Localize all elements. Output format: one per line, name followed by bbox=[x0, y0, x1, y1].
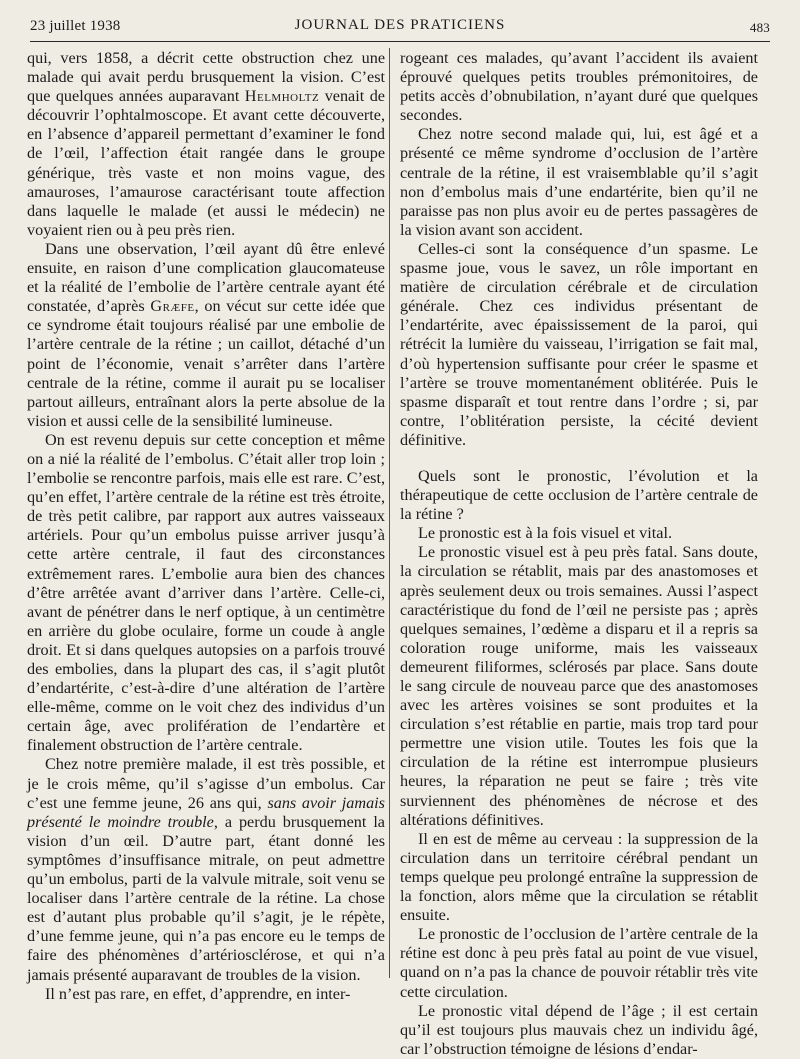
paragraph: Celles-ci sont la conséquence d’un spasme. Le spasme joue, vous le savez, un rôle important en matière de circulation cérébrale et de circulation générale. Chez ces individus présentant de l’endartérite, avec épaississement de la paroi, qui rétrécit la lumière du vaisseau, l’irrigation se fait mal, d’où hypertension suffisante pour créer le spasme et l’artère se trouve momentanément oblitérée. Puis le spasme disparaît et tout rentre dans l’ordre ; si, par contre, l’oblitération persiste, la cécité devient définitive. bbox=[400, 239, 758, 449]
text-run: qui, vers 1858, a décrit cette obstruction chez une malade qui avait perdu brusquement la vision. C’est que quelques années auparavant bbox=[27, 49, 385, 106]
paragraph bbox=[27, 240, 385, 431]
text-run: , a perdu brusquement la vision d’un œil. D’autre part, étant donné les symptômes d’insuffisance mitrale, on peut admettre qu’un embolus, parti de la valvule mitrale, soit venu se localiser dans l’artère centrale de la rétine. La chose est d’autant plus probable qu’il s’agit, je le répète, d’une femme jeune, qui n’a pas encore eu le temps de faire des phénomènes d’artériosclérose, et qui n’a jamais présenté auparavant de troubles de la vision. bbox=[27, 812, 385, 984]
paragraph: On est revenu depuis sur cette conception et même on a nié la réalité de l’embolus. C’était aller trop loin ; l’embolie se rencontre parfois, mais elle est rare. C’est, qu’en effet, l’artère centrale de la rétine est très étroite, de très petit calibre, par rapport aux autres vaisseaux artériels. Pour qu’un embolus puisse arriver jusqu’à cette artère centrale, il faut des circonstances extrêmement rares. L’embolie aura bien des chances d’être arrêtée avant d’arriver dans l’artère. Celle-ci, avant de pénétrer dans le nerf optique, à un centimètre en arrière du globe oculaire, forme un coude à angle droit. Et si dans quelques autopsies on a parfois trouvé des embolies, dans la plupart des cas, il s’agit plutôt d’endartérite, c’est-à-dire d’une altération de l’artère elle-même, comme on le voit chez des individus d’un certain âge, avec prolifération de l’endartère et finalement obstruction de l’artère centrale. bbox=[27, 430, 385, 755]
text-run: , on vécut sur cette idée que ce syndrome était toujours réalisé par une embolie de l’artère centrale de la rétine ; un caillot, détaché d’un point de l’économie, venait s’arrêter dans l’artère centrale de la rétine, comme il aurait pu se localiser partout ailleurs, entraînant alors la perte absolue de la vision et aussi celle de la sensibilité lumineuse. bbox=[27, 297, 385, 430]
right-column bbox=[400, 49, 758, 1059]
running-header bbox=[30, 14, 770, 38]
text-run: Dans une observation, l’œil ayant dû être enlevé ensuite, en raison d’une complication glaucomateuse et la réalité de l’embolie de l’artère centrale ayant été constatée, d’après bbox=[27, 239, 385, 316]
paragraph bbox=[27, 49, 385, 240]
paragraph: Chez notre second malade qui, lui, est âgé et a présenté ce même syndrome d’occlusion de l’artère centrale de la rétine, il est vraisemblable qu’il s’agit non d’embolus mais d’une endartérite, bien qu’il ne paraisse pas non plus avoir eu de pertes passagères de la vision avant son accident. bbox=[400, 125, 758, 239]
author-name: Helmholtz bbox=[244, 87, 320, 106]
journal-title: JOURNAL DES PRATICIENS bbox=[294, 17, 506, 33]
paragraph: Le pronostic visuel est à peu près fatal. Sans doute, la circulation se rétablit, mais par des anastomoses et après seulement deux ou trois semaines. Aussi l’aspect caractéristique du fond de l’œil ne persiste pas ; après quelques semaines, l’œdème a disparu et il a repris sa coloration rouge uniforme, mais les vaisseaux demeurent filiformes, sclérosés par place. Sans doute le sang circule de nouveau parce que des anastomoses avec les artères voisines se sont produites et la circulation s’est rétablie en partie, mais trop tard pour permettre une vision utile. Toutes les fois que la circulation de la rétine est interrompue plusieurs heures, la réparation ne peut se faire ; très vite surviennent des phénomènes de nécrose et des altérations définitives. bbox=[400, 543, 758, 829]
paragraph: Quels sont le pronostic, l’évolution et la thérapeutique de cette occlusion de l’artère centrale de la rétine ? bbox=[400, 466, 758, 524]
paragraph: Il n’est pas rare, en effet, d’apprendre, en inter- bbox=[45, 984, 351, 1003]
page-number: 483 bbox=[749, 20, 770, 35]
header-rule bbox=[30, 41, 770, 42]
emphasis: sans avoir jamais présenté le moindre trouble bbox=[27, 793, 385, 831]
paragraph: Il en est de même au cerveau : la suppression de la circulation dans un territoire cérébral pendant un temps quelque peu prolongé entraîne la suppression de la fonction, alors même que la circulation se rétablit ensuite. bbox=[400, 829, 758, 925]
paragraph: Le pronostic est à la fois visuel et vital. bbox=[418, 524, 672, 543]
paragraph: rogeant ces malades, qu’avant l’accident ils avaient éprouvé quelques petits troubles prémonitoires, de petits accès d’obnubilation, n’ayant duré que quelques secondes. bbox=[400, 49, 758, 125]
paragraph: Le pronostic de l’occlusion de l’artère centrale de la rétine est donc à peu près fatal au point de vue visuel, quand on n’a pas la chance de pouvoir rétablir très vite cette circulation. bbox=[400, 925, 758, 1001]
text-run: Chez notre première malade, il est très possible, et je le crois même, qu’il s’agisse d’un embolus. Car c’est une femme jeune, 26 ans qui, bbox=[27, 755, 385, 812]
issue-date: 23 juillet 1938 bbox=[30, 18, 121, 34]
text-run: venait de découvrir l’ophtalmoscope. Et avant cette découverte, en l’absence d’appareil permettant d’examiner le fond de l’œil, l’affection était rangée dans le groupe générique, très vaste et non moins vague, des amauroses, l’amaurose caractérisant toute affection dans laquelle le malade (et aussi le médecin) ne voyaient rien ou à peu près rien. bbox=[27, 87, 385, 239]
author-name: Græfe bbox=[150, 297, 195, 316]
left-column bbox=[27, 49, 385, 1004]
column-divider bbox=[389, 48, 390, 978]
paragraph bbox=[27, 755, 385, 984]
paragraph: Le pronostic vital dépend de l’âge ; il est certain qu’il est toujours plus mauvais chez un individu âgé, car l’obstruction témoigne de lésions d’endar- bbox=[400, 1001, 758, 1058]
